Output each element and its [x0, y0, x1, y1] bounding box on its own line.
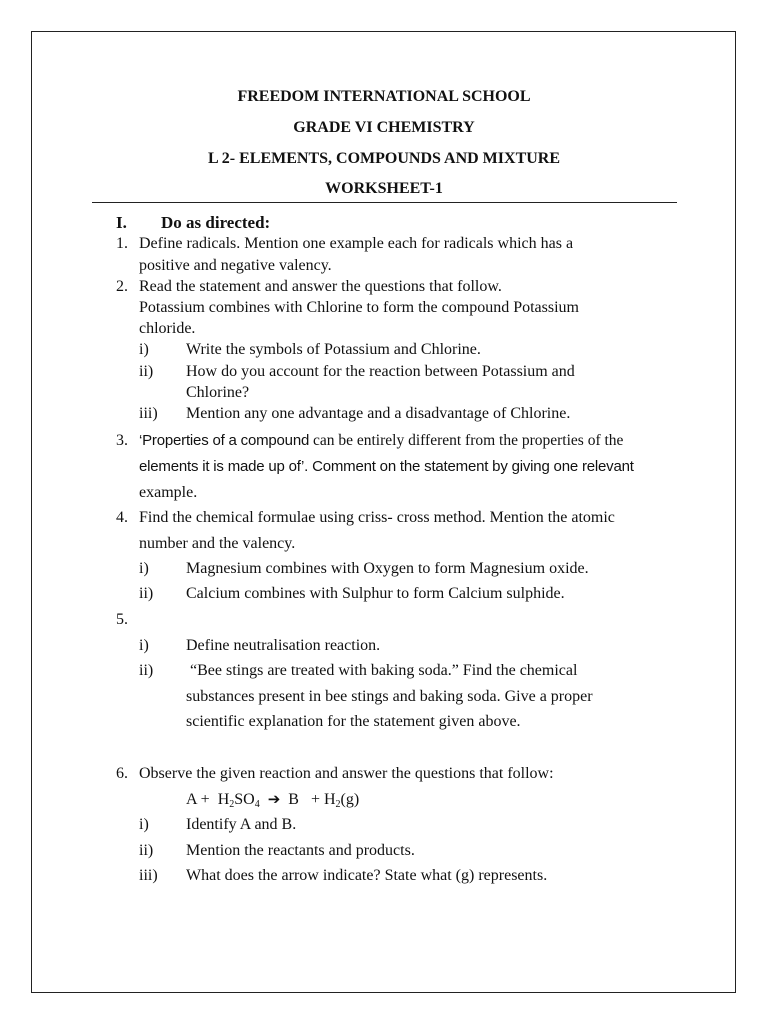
q5-sub-text: substances present in bee stings and baking soda. Give a proper [186, 688, 593, 705]
header-divider [92, 202, 677, 203]
eq-so: SO [234, 791, 255, 808]
q2-number: 2. [116, 278, 128, 295]
reactant-a: A + [186, 791, 210, 808]
q2-sub-label: i) [139, 341, 149, 358]
q3-line-1 [139, 432, 623, 450]
q2-sub-label: iii) [139, 405, 158, 422]
q5-sub-text: scientific explanation for the statement given above. [186, 713, 521, 730]
reaction-equation [186, 790, 359, 809]
worksheet-title: WORKSHEET-1 [325, 180, 443, 197]
section-numeral: I. [116, 213, 127, 232]
q4-sub-text: Calcium combines with Sulphur to form Calcium sulphide. [186, 585, 565, 602]
q2-line-1: Read the statement and answer the questions that follow. [139, 278, 502, 295]
q3-bold-phrase: ‘Properties of a compound [139, 432, 310, 449]
q1-line-2: positive and negative valency. [139, 257, 332, 274]
arrow-icon: ➔ [267, 790, 281, 808]
school-name: FREEDOM INTERNATIONAL SCHOOL [237, 88, 531, 105]
q6-sub-label: iii) [139, 867, 158, 884]
q2-sub-label: ii) [139, 363, 154, 380]
q3-line-3: example. [139, 484, 198, 501]
q2-line-2: Potassium combines with Chlorine to form the compound Potassium [139, 299, 579, 316]
q6-sub-text: What does the arrow indicate? State what (g) represents. [186, 867, 548, 884]
eq-h-sub: 2 [229, 799, 235, 810]
eq-gas: (g) [340, 791, 360, 808]
q2-sub-text: How do you account for the reaction between Potassium and [186, 363, 575, 380]
grade-title: GRADE VI CHEMISTRY [293, 119, 475, 136]
q2-sub-text: Mention any one advantage and a disadvantage of Chlorine. [186, 405, 571, 422]
section-title: Do as directed: [161, 213, 271, 232]
q5-number: 5. [116, 611, 128, 628]
q3-number: 3. [116, 432, 128, 449]
product-b: B [288, 791, 299, 808]
q2-sub-text: Write the symbols of Potassium and Chlorine. [186, 341, 481, 358]
q6-sub-text: Identify A and B. [186, 816, 297, 833]
q5-sub-label: i) [139, 637, 149, 654]
q6-number: 6. [116, 765, 128, 782]
q5-sub-text: “Bee stings are treated with baking soda.” Find the chemical [186, 662, 578, 679]
q6-sub-label: ii) [139, 842, 154, 859]
q5-sub-text: Define neutralisation reaction. [186, 637, 381, 654]
q2-line-3: chloride. [139, 320, 196, 337]
q4-sub-text: Magnesium combines with Oxygen to form Magnesium oxide. [186, 560, 589, 577]
q2-sub-text: Chlorine? [186, 384, 250, 401]
eq-h2-sub: 2 [335, 799, 341, 810]
lesson-title: L 2- ELEMENTS, COMPOUNDS AND MIXTURE [207, 150, 561, 167]
q4-number: 4. [116, 509, 128, 526]
q1-number: 1. [116, 235, 128, 252]
eq-plus-h: + H [310, 791, 336, 808]
q6-sub-text: Mention the reactants and products. [186, 842, 415, 859]
q4-line-1: Find the chemical formulae using criss- cross method. Mention the atomic [139, 509, 615, 526]
q1-line-1: Define radicals. Mention one example each for radicals which has a [139, 235, 574, 252]
q3-line-2: elements it is made up of’. Comment on the statement by giving one relevant [139, 458, 634, 475]
eq-so-sub: 4 [254, 799, 260, 810]
q5-sub-label: ii) [139, 662, 154, 679]
q4-line-2: number and the valency. [139, 535, 296, 552]
q6-line: Observe the given reaction and answer the questions that follow: [139, 765, 554, 782]
q3-line-1-rest: can be entirely different from the properties of the [309, 432, 624, 449]
eq-h: H [217, 791, 230, 808]
q4-sub-label: i) [139, 560, 149, 577]
q6-sub-label: i) [139, 816, 149, 833]
q4-sub-label: ii) [139, 585, 154, 602]
